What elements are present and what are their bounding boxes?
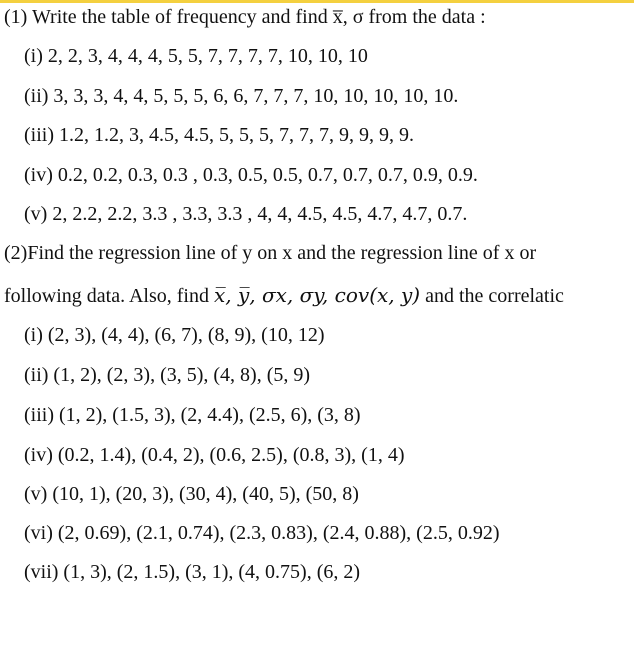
q1-item-iv: (iv) 0.2, 0.2, 0.3, 0.3 , 0.3, 0.5, 0.5, 0.7, 0.7, 0.7, 0.9, 0.9. [24,164,478,186]
q1-item-i: (i) 2, 2, 3, 4, 4, 4, 5, 5, 7, 7, 7, 7, 10, 10, 10 [24,45,368,67]
q2-item-i: (i) (2, 3), (4, 4), (6, 7), (8, 9), (10, 12) [24,324,325,346]
q1-item-ii: (ii) 3, 3, 3, 4, 4, 5, 5, 5, 6, 6, 7, 7, 7, 10, 10, 10, 10, 10. [24,85,459,107]
q2-item-iii: (iii) (1, 2), (1.5, 3), (2, 4.4), (2.5, 6), (3, 8) [24,404,361,426]
q2-title-math: x̅, y̅, σx, σy, cov(x, y) [213,283,421,307]
q1-item-iii: (iii) 1.2, 1.2, 3, 4.5, 4.5, 5, 5, 5, 7, 7, 7, 9, 9, 9, 9. [24,124,414,146]
q2-title-prefix: following data. Also, find [4,285,214,307]
question-1-title: (1) Write the table of frequency and find x̅, σ from the data : [4,6,486,28]
q2-title-suffix: and the correlatic [420,285,564,307]
q2-item-v: (v) (10, 1), (20, 3), (30, 4), (40, 5), (50, 8) [24,483,359,505]
question-2-title-line-2 [4,283,564,308]
q1-item-v: (v) 2, 2.2, 2.2, 3.3 , 3.3, 3.3 , 4, 4, 4.5, 4.5, 4.7, 4.7, 0.7. [24,203,468,225]
q2-item-ii: (ii) (1, 2), (2, 3), (3, 5), (4, 8), (5, 9) [24,364,311,386]
top-highlight-strip [0,0,634,3]
question-2-title-line-1: (2)Find the regression line of y on x and the regression line of x or [4,242,537,264]
q2-item-vi: (vi) (2, 0.69), (2.1, 0.74), (2.3, 0.83), (2.4, 0.88), (2.5, 0.92) [24,522,500,544]
q2-item-iv: (iv) (0.2, 1.4), (0.4, 2), (0.6, 2.5), (0.8, 3), (1, 4) [24,444,405,466]
q2-item-vii: (vii) (1, 3), (2, 1.5), (3, 1), (4, 0.75), (6, 2) [24,561,361,583]
